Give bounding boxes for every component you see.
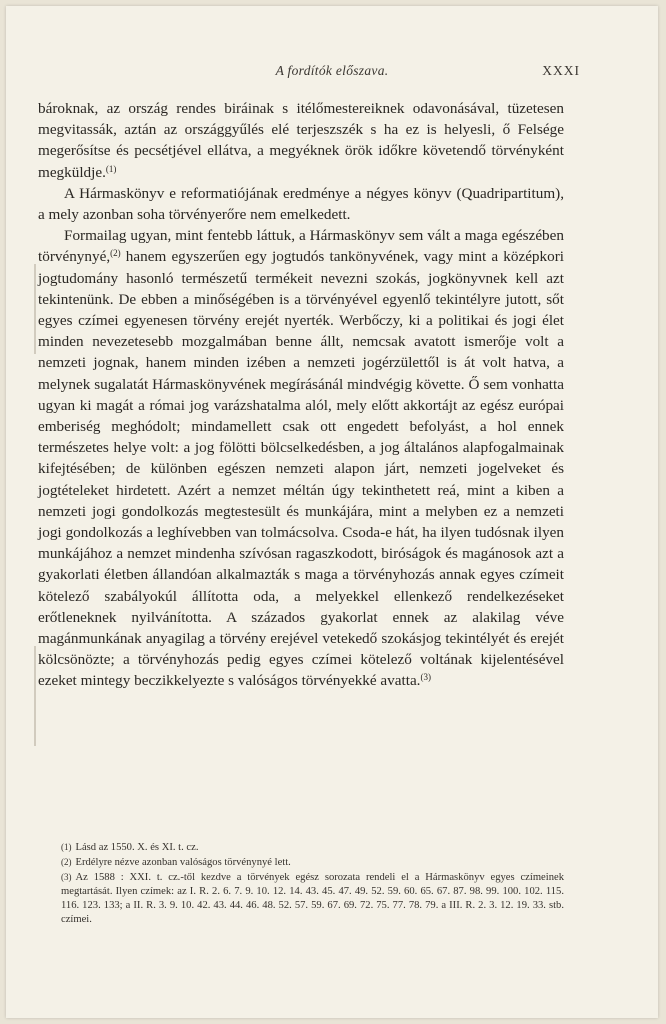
book-page: [6, 6, 658, 1018]
footnote-text: Az 1588 : XXI. t. cz.-től kezdve a törvények egész sorozata rendeli el a Hármaskönyv egyes czímeinek megtartását. Ilyen czímek: az I. R. 2. 6. 7. 9. 10. 12. 14. 43. 45. 47. 49. 52. 59. 60. 65. 67. 87. 98. 99. 100. 102. 115. 116. 123. 133; a II. R. 3. 9. 10. 42. 43. 44. 46. 48. 52. 57. 59. 67. 69. 72. 75. 77. 78. 79. a III. R. 2. 3. 12. 19. 33. stb. czímei.: [61, 872, 564, 925]
paragraph: [38, 98, 564, 183]
footnote-reference: (2): [110, 248, 121, 259]
footnote-mark: (2): [61, 857, 72, 867]
footnote-reference: (3): [420, 672, 431, 683]
footnote-mark: (1): [61, 842, 72, 852]
paragraph-text: Formailag ugyan, mint fentebb láttuk, a Hármaskönyv sem vált a maga egészében törvénynyé,: [38, 227, 564, 266]
footnote: [61, 870, 564, 927]
running-title: A fordítók előszava.: [275, 63, 389, 78]
footnote: [61, 840, 564, 855]
footnotes: [61, 840, 564, 927]
paragraph: A Hármaskönyv e reformatiójának eredménye a négyes könyv (Quadripartitum), a mely azonban soha törvényerőre nem emelkedett.: [38, 184, 564, 224]
paragraph: [38, 225, 564, 691]
footnote-mark: (3): [61, 872, 72, 882]
footnote-text: Lásd az 1550. X. és XI. t. cz.: [75, 842, 199, 853]
main-text: [38, 98, 564, 692]
page-number: XXXI: [542, 63, 580, 78]
paragraph-text: bároknak, az ország rendes biráinak s itélőmestereiknek odavonásával, tüzetesen megvitassák, aztán az országgyűlés elé terjeszszék s ha ez is helyesli, ő Felsége megerősítse és pecsétjével ellátva, a megyéknek örök időkre követendő törvényként megküldje.: [38, 100, 564, 181]
footnote: [61, 855, 564, 870]
footnote-text: Erdélyre nézve azonban valóságos törvénynyé lett.: [75, 857, 291, 868]
footnote-reference: (1): [105, 163, 117, 174]
margin-pencil-mark: [34, 646, 36, 746]
margin-pencil-mark: [34, 264, 36, 354]
paragraph-text: hanem egyszerűen egy jogtudós tankönyvének, vagy mint a középkori jogtudomány hasonló természetű termékeit nevezni szokás, jogkönyvnek kell azt tekintenünk. De ebben a minőségében is a törvényével egyenlő tekintélyre jutott, sőt egyes czímei egyenesen törvény erejét nyerték. Werbőczy, ki a politikai és jogi élet minden nevezetesebb mozgalmában benne állt, nemcsak avatott ismerője volt a nemzeti jognak, hanem minden izében a nemzeti jogérzülettől is át volt hatva, a melynek sugalatát Hármaskönyvének megírásánál mindvégig követte. Ő sem vonhatta ugyan ki magát a római jog varázshatalma alól, mely előtt akkortájt az egész európai emberiség meghódolt; mindamellett csak ott engedett befolyást, a hol ennek természetes helye volt: a jog fölötti bölcselkedésben, a jog általános alapfogalmainak kifejtésében; de különben egészen nemzeti alapon járt, nemzeti jogelveket és jogtételeket hirdetett. Azért a nemzet méltán úgy tekinthetett reá, mint a kiben a nemzeti jogi gondolkozás megtestesült és munkájára, mint a melyben ez a nemzeti jogi gondolkozás a leghívebben van tolmácsolva. Csoda-e hát, ha ilyen tudósnak ilyen munkájához a nemzet mindenha szívósan ragaszkodott, biróságok és magánosok azt a gyakorlati életben állandóan alkalmazták s maga a törvényhozás annak egyes czímeit kötelező szabályokúl állította oda, a melyekkel ellenkező rendelkezéseket erőtleneknek nyilvánította. A százados gyakorlat ennek az alakilag véve magánmunkának anyagilag a törvény erejével vetekedő szokásjog tekintélyét és erejét kölcsönözte; a törvényhozás pedig egyes czímei kötelező voltának kijelentésével ezeket mintegy beczikkelyezte s valóságos törvényekké avatta.: [38, 248, 564, 690]
